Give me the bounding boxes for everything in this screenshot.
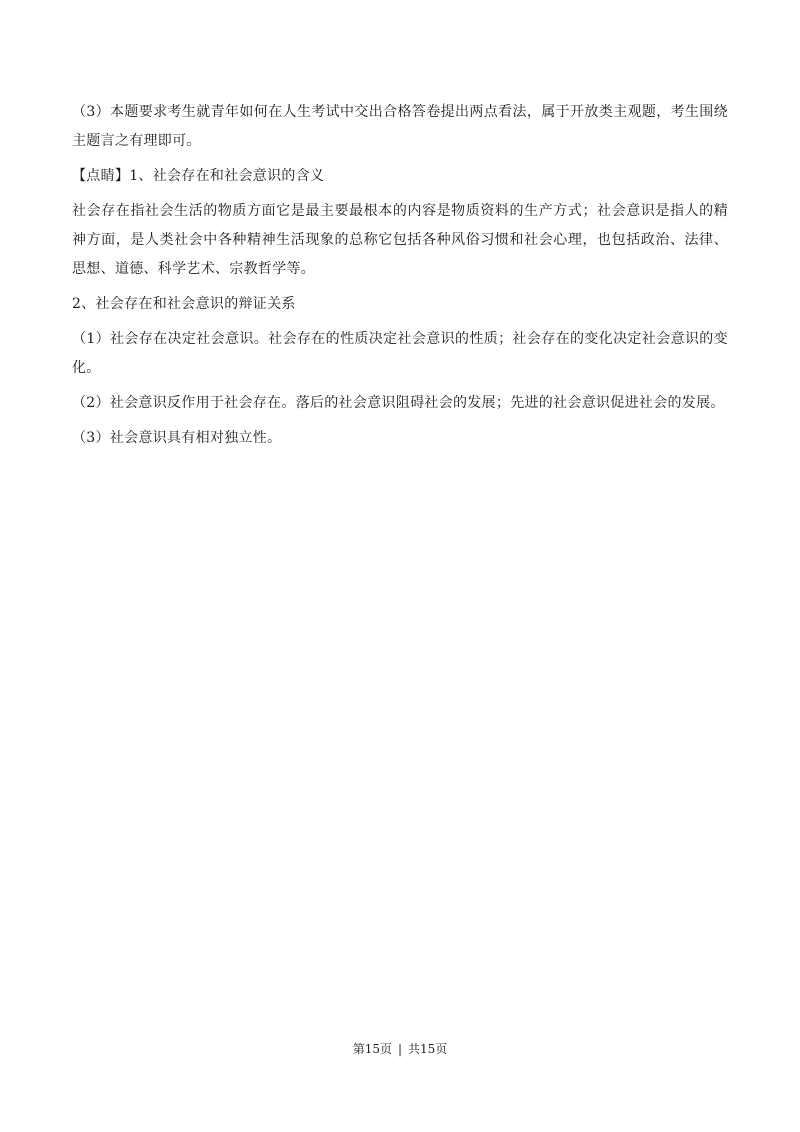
page-footer — [0, 1040, 800, 1057]
relation-item-2: （2）社会意识反作用于社会存在。落后的社会意识阻碍社会的发展；先进的社会意识促进社会的发展。 — [72, 395, 725, 411]
answer-paragraph-3: （3）本题要求考生就青年如何在人生考试中交出合格答卷提出两点看法，属于开放类主观题，考生围绕主题言之有理即可。 — [72, 104, 728, 149]
total-page-count: 共15页 — [408, 1042, 448, 1056]
key-point-heading: 【点睛】1、社会存在和社会意识的含义 — [72, 168, 325, 184]
footer-separator: | — [397, 1042, 403, 1056]
relation-item-3: （3）社会意识具有相对独立性。 — [72, 430, 282, 446]
definition-paragraph: 社会存在指社会生活的物质方面它是最主要最根本的内容是物质资料的生产方式；社会意识是指人的精神方面，是人类社会中各种精神生活现象的总称它包括各种风俗习惯和社会心理，也包括政治、法律、思想、道德、科学艺术、宗教哲学等。 — [72, 203, 728, 277]
document-body — [72, 98, 728, 459]
dialectical-relation-heading: 2、社会存在和社会意识的辩证关系 — [72, 296, 296, 312]
relation-item-1: （1）社会存在决定社会意识。社会存在的性质决定社会意识的性质；社会存在的变化决定社会意识的变化。 — [72, 331, 728, 376]
current-page-number: 第15页 — [352, 1042, 392, 1056]
